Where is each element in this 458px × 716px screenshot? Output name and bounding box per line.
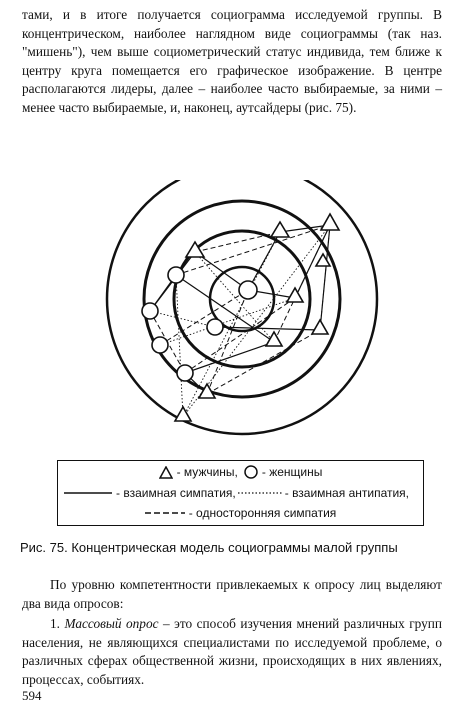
man-node [316, 254, 330, 266]
solid-line-icon [64, 490, 112, 496]
man-node [312, 320, 328, 334]
woman-node [177, 365, 193, 381]
legend-row-oneway [58, 506, 423, 520]
sociogram-figure [0, 180, 458, 455]
list-number: 1. [50, 616, 65, 631]
page-number: 594 [22, 688, 42, 703]
legend-row-lines [64, 486, 409, 500]
legend-mutual-antipathy: - взаимная антипатия, [284, 486, 410, 500]
triangle-icon [159, 466, 173, 479]
man-node [271, 222, 289, 237]
man-node [321, 214, 339, 230]
woman-node [239, 281, 257, 299]
dotted-line-icon [238, 490, 282, 496]
man-node [175, 407, 191, 421]
legend-women: - женщины [261, 465, 323, 479]
legend-men: - мужчины, [176, 465, 238, 479]
circle-icon [244, 465, 258, 479]
paragraph-intro: тами, и в итоге получается социограмма исследуемой группы. В концентрическом, наиболее наглядном виде социограммы (так наз. "мишень"), чем выше социометрический статус индивида, тем ближе к центру круга помещается его графическое изображение. В центре располагаются лидеры, далее – наиболее часто выбираемые, за ними – менее часто выбираемые, и, наконец, аутсайдеры (рис. 75). [22, 7, 442, 115]
woman-node [142, 303, 158, 319]
woman-node [152, 337, 168, 353]
man-node [287, 288, 303, 302]
paragraph-survey-types: По уровню компетентности привлекаемых к опросу лиц выделяют два вида опросов: [22, 577, 442, 611]
woman-node [168, 267, 184, 283]
legend-one-way-sympathy: - односторонняя симпатия [188, 506, 337, 520]
legend-row-nodes [58, 465, 423, 479]
paragraph-mass-survey [22, 615, 442, 689]
figure-caption: Рис. 75. Концентрическая модель социограммы малой группы [20, 540, 398, 555]
figure-legend [57, 460, 424, 526]
woman-node [207, 319, 223, 335]
dashed-line-icon [145, 510, 185, 516]
legend-mutual-sympathy: - взаимная симпатия, [116, 486, 236, 500]
term-mass-survey: Массовый опрос [64, 616, 159, 631]
definition-text: – это способ изучения мнений различных групп населения, не являющихся специалистами по исследуемой проблеме, о различных сферах общественной жизни, происходящих в них явлениях, процессах, событиях. [22, 616, 442, 687]
man-node [266, 332, 282, 346]
